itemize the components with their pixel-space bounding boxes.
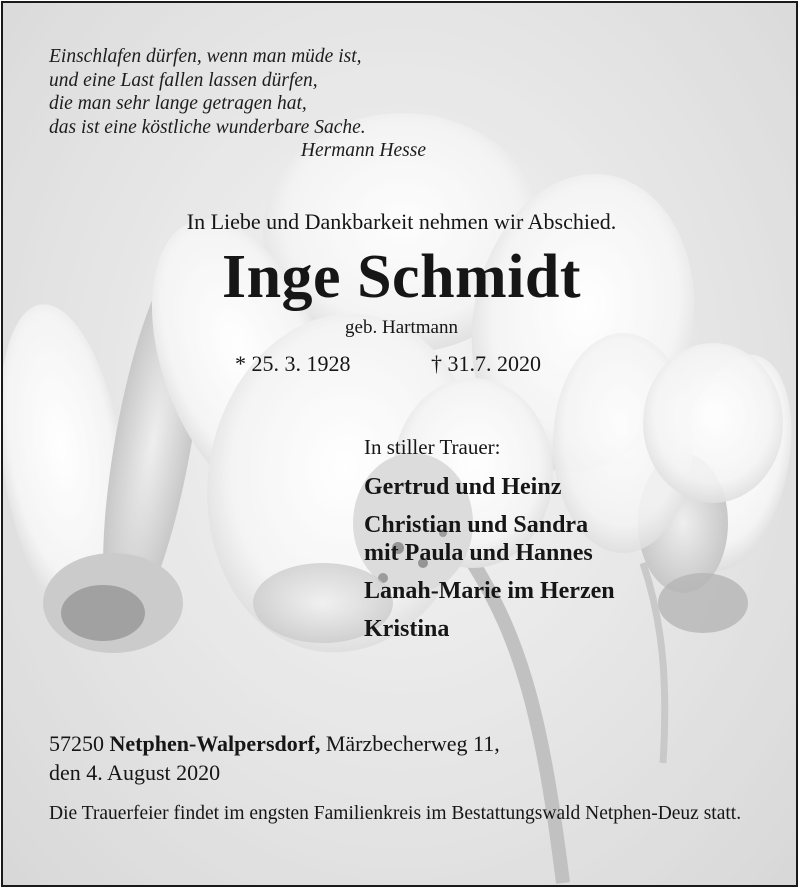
postcode: 57250 bbox=[49, 731, 104, 756]
mourner-entry bbox=[364, 511, 764, 567]
mourning-label: In stiller Trauer: bbox=[364, 435, 501, 459]
birth-date: * 25. 3. 1928 bbox=[235, 351, 351, 376]
obituary-notice bbox=[1, 1, 798, 887]
death-date: † 31.7. 2020 bbox=[431, 351, 541, 376]
address-line bbox=[49, 729, 500, 758]
funeral-note: Die Trauerfeier findet im engsten Familienkreis im Bestattungswald Netphen-Deuz statt. bbox=[49, 803, 742, 824]
poem-line: und eine Last fallen lassen dürfen, bbox=[49, 69, 318, 91]
mourner-line: Gertrud und Heinz bbox=[364, 474, 562, 500]
mourner-line: Christian und Sandra bbox=[364, 512, 589, 538]
mourner-line: Kristina bbox=[364, 616, 450, 642]
poem-line: das ist eine köstliche wunderbare Sache. bbox=[49, 116, 366, 138]
street: Märzbecherweg 11, bbox=[325, 731, 500, 756]
mourner-line: mit Paula und Hannes bbox=[364, 540, 593, 566]
mourner-entry bbox=[364, 473, 764, 501]
mourner-line: Lanah-Marie im Herzen bbox=[364, 578, 615, 604]
farewell-intro: In Liebe und Dankbarkeit nehmen wir Abschied. bbox=[186, 209, 617, 234]
notice-date: den 4. August 2020 bbox=[49, 760, 221, 785]
poem-author: Hermann Hesse bbox=[300, 140, 426, 161]
mourner-entry bbox=[364, 577, 764, 605]
mourners-list bbox=[364, 473, 764, 653]
poem-line: Einschlafen dürfen, wenn man müde ist, bbox=[49, 46, 362, 67]
mourner-entry bbox=[364, 615, 764, 643]
deceased-name: Inge Schmidt bbox=[221, 243, 582, 311]
poem-block bbox=[49, 45, 449, 163]
poem-line: die man sehr lange getragen hat, bbox=[49, 93, 307, 114]
town: Netphen-Walpersdorf, bbox=[109, 731, 321, 756]
maiden-name: geb. Hartmann bbox=[345, 317, 458, 338]
